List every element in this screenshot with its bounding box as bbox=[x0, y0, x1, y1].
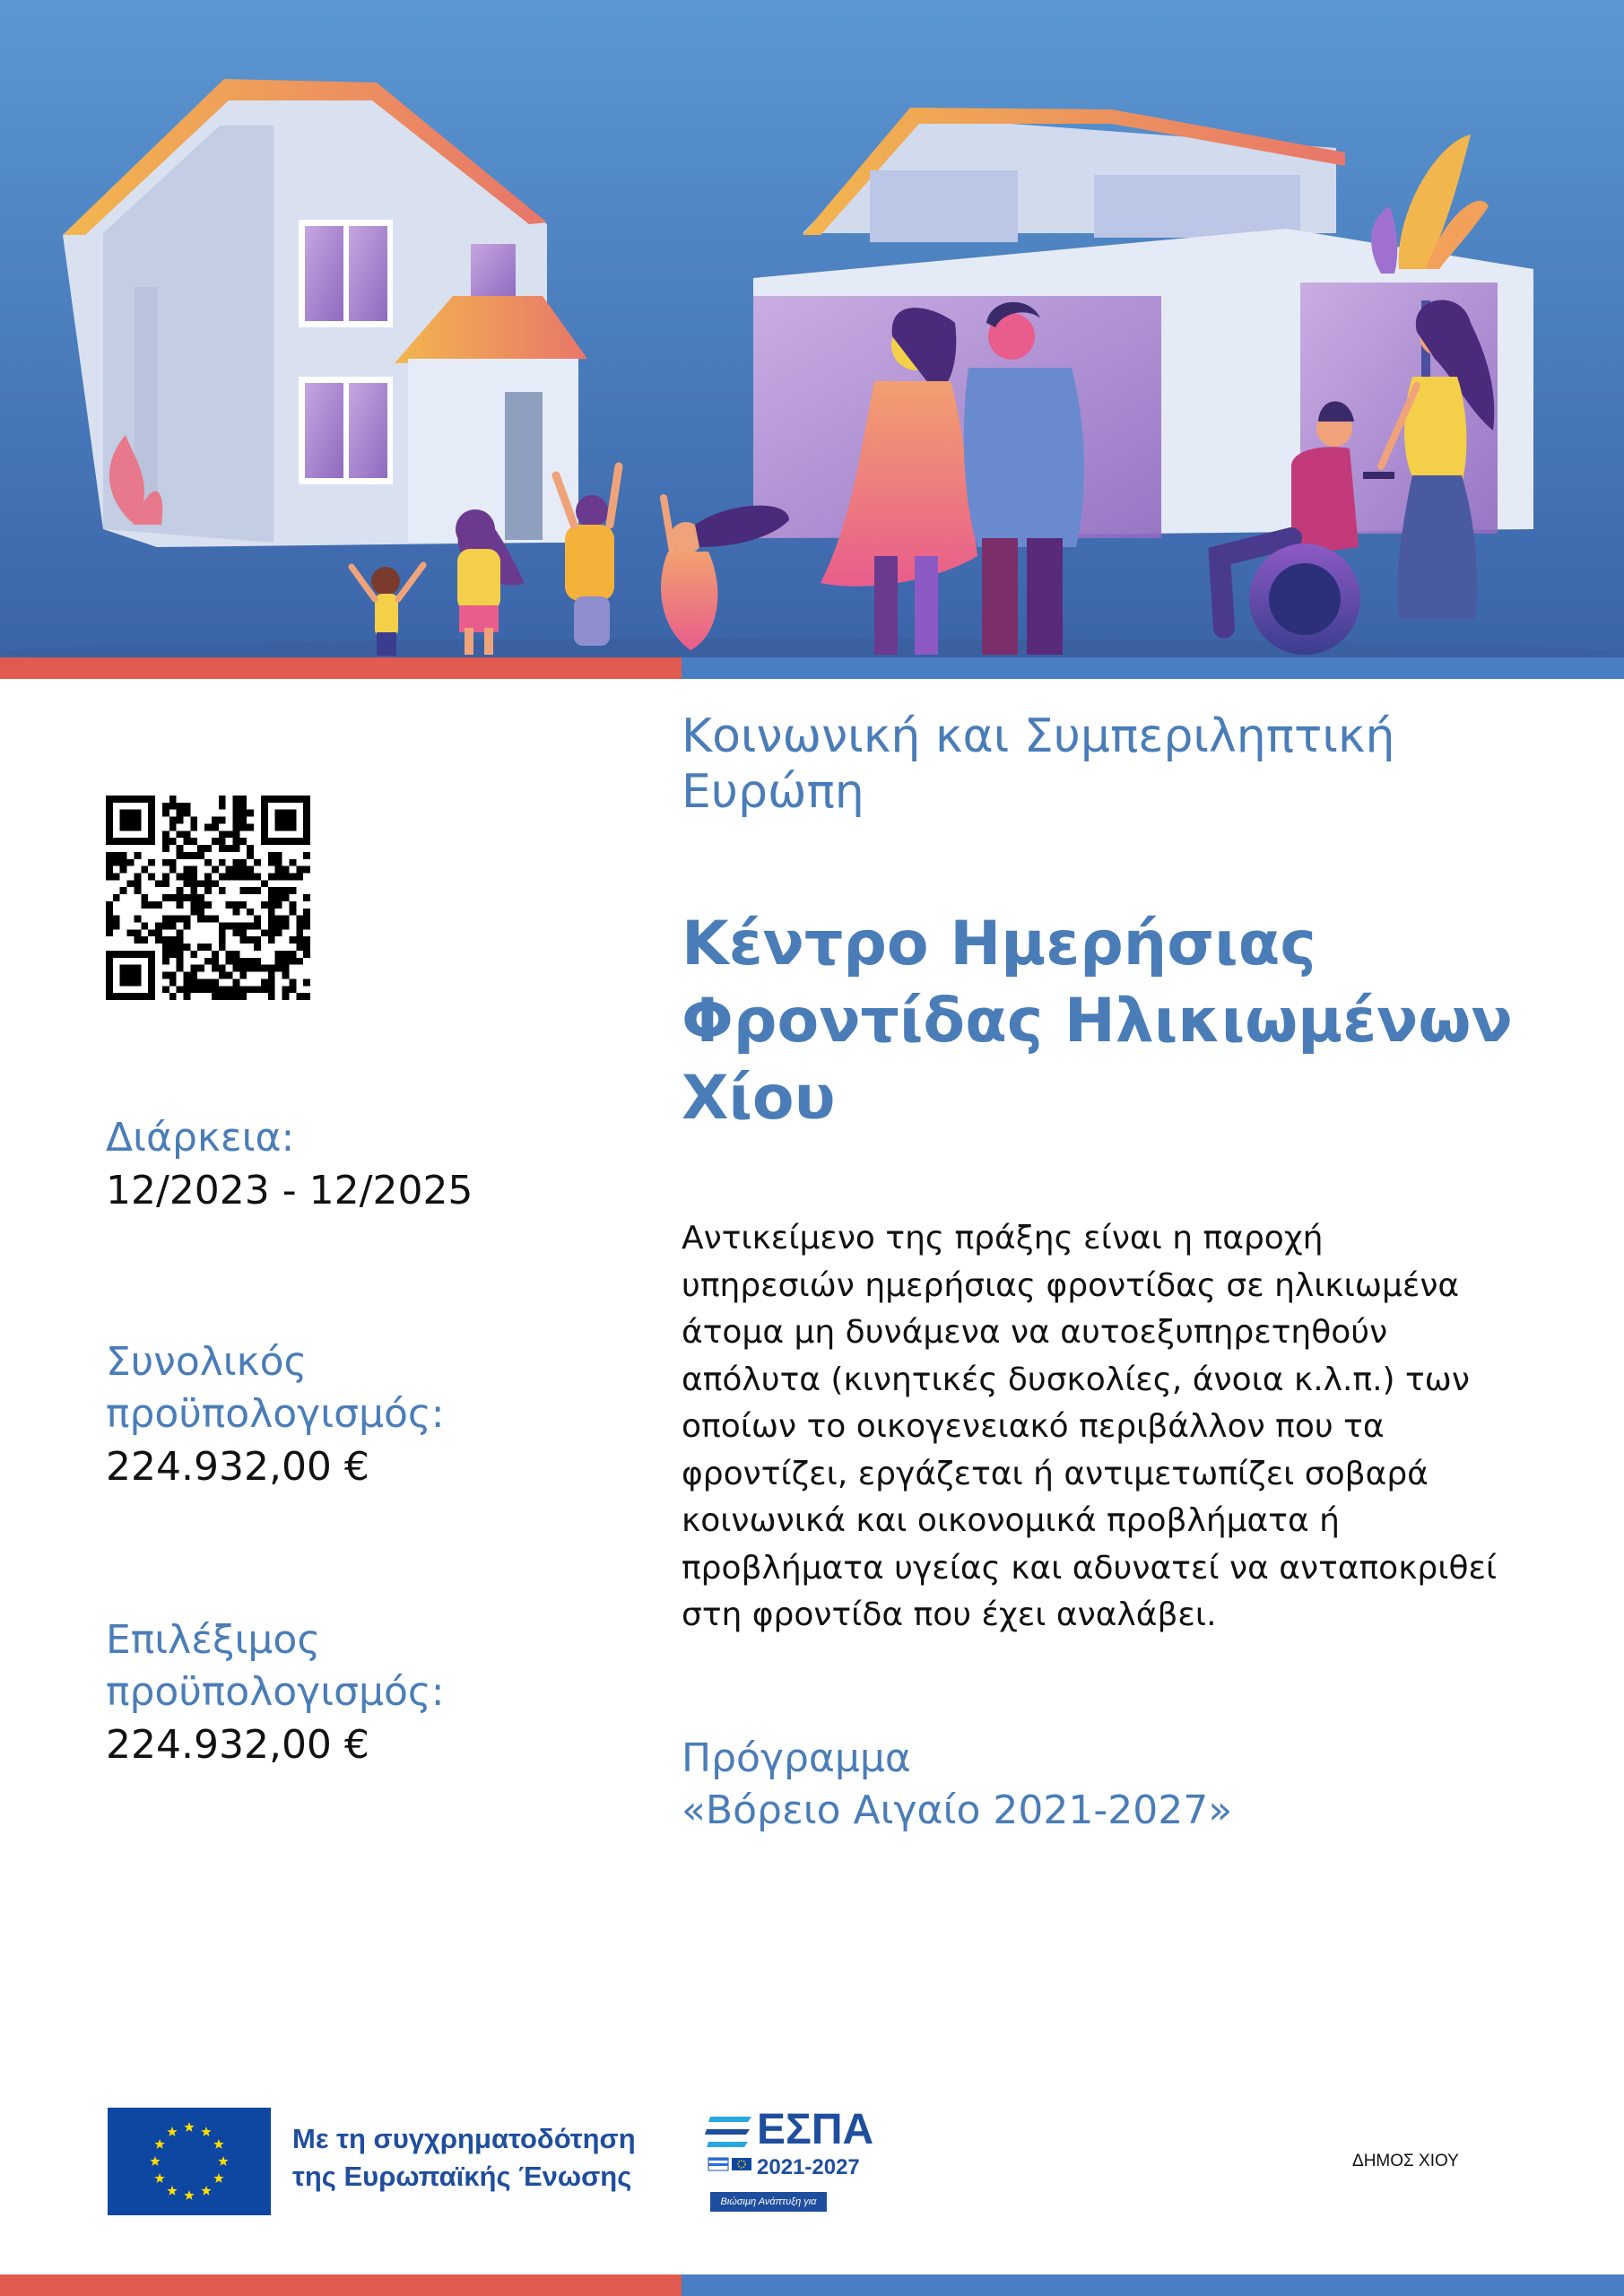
title-line1: Κέντρο Ημερήσιας bbox=[682, 909, 1316, 979]
eu-flag-icon bbox=[108, 2108, 271, 2215]
description-line: υπηρεσιών ημερήσιας φροντίδας σε ηλικιωμένα bbox=[682, 1266, 1460, 1304]
programme-heading bbox=[682, 1733, 1489, 1837]
description-line: προβλήματα υγείας και αδυνατεί να ανταποκριθεί bbox=[682, 1549, 1498, 1587]
duration-value: 12/2023 - 12/2025 bbox=[106, 1168, 473, 1213]
description-line: άτομα μη δυνάμενα να αυτοεξυπηρετηθούν bbox=[682, 1314, 1388, 1351]
category-line1: Κοινωνική και Συμπεριληπτική bbox=[682, 709, 1395, 763]
eligible-budget-label-line1: Επιλέξιμος bbox=[106, 1617, 321, 1663]
total-budget-label-line1: Συνολικός bbox=[106, 1339, 308, 1385]
total-budget-block bbox=[106, 1336, 608, 1494]
eu-cofunding-text bbox=[292, 2120, 687, 2196]
eu-text-line2: της Ευρωπαϊκής Ένωσης bbox=[292, 2161, 632, 2192]
municipality-name: ΔΗΜΟΣ ΧΙΟΥ bbox=[1352, 2152, 1459, 2170]
bottom-stripe-blue bbox=[682, 2274, 1624, 2296]
top-stripe-red bbox=[0, 657, 682, 679]
programme-line2: «Βόρειο Αιγαίο 2021-2027» bbox=[682, 1787, 1233, 1833]
duration-block bbox=[106, 1112, 608, 1218]
top-stripe-blue bbox=[682, 657, 1624, 679]
description-line: στη φροντίδα που έχει αναλάβει. bbox=[682, 1596, 1217, 1633]
programme-line1: Πρόγραμμα bbox=[682, 1735, 911, 1781]
description-line: φροντίζει, εργάζεται ή αντιμετωπίζει σοβαρά bbox=[682, 1455, 1429, 1492]
description-line: απόλυτα (κινητικές δυσκολίες, άνοια κ.λ.π.) των bbox=[682, 1361, 1470, 1398]
hero-illustration bbox=[0, 0, 1624, 657]
eu-text-line1: Με τη συγχρηματοδότηση bbox=[292, 2123, 636, 2154]
total-budget-value: 224.932,00 € bbox=[106, 1444, 369, 1490]
bottom-stripe-red bbox=[0, 2274, 682, 2296]
espa-tagline: Βιώσιμη Ανάπτυξη για Όλους bbox=[710, 2192, 827, 2212]
espa-title: ΕΣΠΑ bbox=[757, 2106, 874, 2153]
total-budget-label-line2: προϋπολογισμός: bbox=[106, 1391, 445, 1437]
title-line3: Χίου bbox=[682, 1063, 836, 1134]
duration-label: Διάρκεια: bbox=[106, 1115, 295, 1161]
espa-logo-icon bbox=[705, 2106, 875, 2227]
category-line2: Ευρώπη bbox=[682, 765, 864, 819]
description-line: Αντικείμενο της πράξης είναι η παροχή bbox=[682, 1220, 1324, 1257]
project-description bbox=[682, 1215, 1524, 1639]
project-title bbox=[682, 906, 1560, 1137]
description-line: οποίων το οικογενειακό περιβάλλον που τα bbox=[682, 1408, 1385, 1445]
eligible-budget-block bbox=[106, 1614, 608, 1772]
espa-years: 2021-2027 bbox=[757, 2155, 860, 2179]
qr-code[interactable] bbox=[106, 796, 310, 1000]
description-line: κοινωνικά και οικονομικά προβλήματα ή bbox=[682, 1502, 1340, 1539]
eligible-budget-label-line2: προϋπολογισμός: bbox=[106, 1669, 445, 1715]
eligible-budget-value: 224.932,00 € bbox=[106, 1722, 369, 1768]
category-heading bbox=[682, 709, 1542, 820]
title-line2: Φροντίδας Ηλικιωμένων bbox=[682, 986, 1513, 1057]
